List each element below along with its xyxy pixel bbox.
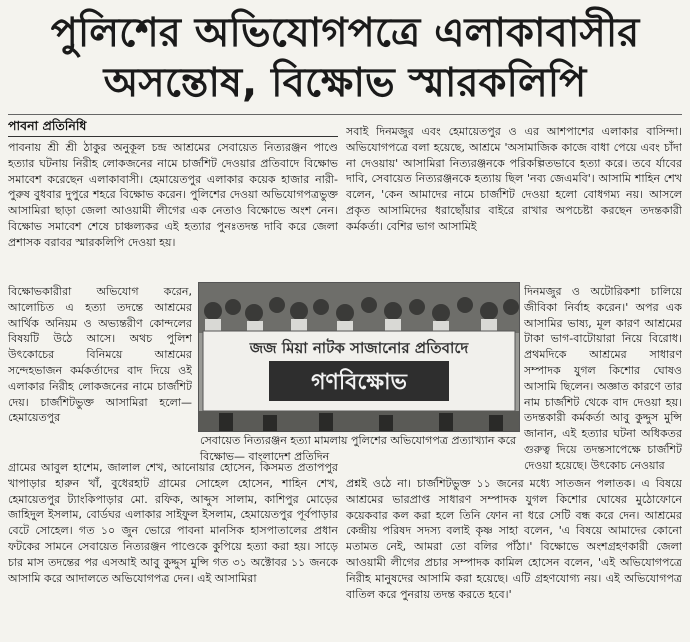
article-paragraph-6: প্রশ্নই ওঠে না। চার্জশিটভুক্ত ১১ জনের মধ্যে সাতজন পলাতক। এ বিষয়ে আশ্রমের ভারপ্রাপ্ত সাধারণ সম্পাদক যুগল কিশোর ঘোষের মুঠোফোনে কয়েকবার কল করা হলে তিনি ফোন না ধরে সেটি বন্ধ করে দেন। আশ্রমের কেন্দ্রীয় পরিষদ সদস্য বলাই কৃষ্ণ সাহা বলেন, 'এ বিষয়ে আমাদের কোনো মতামত নেই, আমরা তো বলির পাঁঠা।' বিক্ষোভে অংশগ্রহণকারী জেলা আওয়ামী লীগের প্রচার সম্পাদক কামিল হোসেন বলেন, 'এই অভিযোগপত্রে নিরীহ মানুষদের আসামি করা হয়েছে। এটি গ্রহণযোগ্য নয়। এই অভিযোগপত্র বাতিল করে পুনরায় তদন্ত করতে হবে।': [346, 477, 682, 601]
headline: [0, 8, 690, 108]
banner-line-2: গণবিক্ষোভ: [311, 370, 407, 395]
article-paragraph-2: বিক্ষোভকারীরা অভিযোগ করেন, আলোচিত এ হত্যা তদন্তে আশ্রমের আর্থিক অনিয়ম ও অভ্যন্তরীণ কোন্দলের বিষয়টি উঠে আসে। অথচ পুলিশ উৎকোচের বিনিময়ে আশ্রমের সন্দেহভাজন কর্মকর্তাদের বাদ দিয়ে ওই এলাকার নিরীহ লোকজনের নামে চার্জশিট দেয়। চার্জশিটভুক্ত আসামিরা হলো— হেমায়েতপুর: [8, 285, 192, 425]
byline: পাবনা প্রতিনিধি: [8, 118, 87, 133]
article-paragraph-3: গ্রামের আবুল হাশেম, জালাল শেখ, আনোয়ার হোসেন, কিসমত প্রতাপপুর খাপাড়ার হারুন খাঁ, বুধেরহাট গ্রামের সোহেল হোসেন, শাহিন শেখ, হেমায়েতপুর ট্যাংকিপাড়ার মো. রফিক, আব্দুস সালাম, কাশিপুর মোড়ের জাহিদুল ইসলাম, বোর্ডঘর এলাকার সাইফুল ইসলাম, হেমায়েতপুর পূর্বপাড়ার বেটে সোহেল। গত ১০ জুন ভোরে পাবনা মানসিক হাসপাতালের প্রধান ফটকের সামনে সেবায়েত নিত্যরঞ্জন পাণ্ডেকে কুপিয়ে হত্যা করা হয়। সাড়ে চার মাস তদন্তের পর এসআই আবু কুদ্দুস মুন্সি গত ৩১ অক্টোবর ১১ জনকে আসামি করে আদালতে অভিযোগপত্র দেন। এই আসামিরা: [8, 461, 338, 585]
byline-divider: [8, 136, 338, 137]
banner-line-1: জজ মিয়া নাটক সাজানোর প্রতিবাদে: [249, 339, 469, 357]
news-photo: [198, 282, 520, 432]
headline-line-1: পুলিশের অভিযোগপত্রে এলাকাবাসীর: [50, 10, 640, 56]
article-paragraph-5: দিনমজুর ও অটোরিকশা চালিয়ে জীবিকা নির্বাহ করেন।' অপর এক আসামির ভাষ্য, মূল কারণ আশ্রমের টাকা ভাগ-বাটোয়ারা নিয়ে বিরোধ। প্রথমদিকে আশ্রমের সাধারণ সম্পাদক যুগল কিশোর ঘোষও আসামি ছিলেন। অজ্ঞাত কারণে তার নাম চার্জশিট থেকে বাদ দেওয়া হয়। তদন্তকারী কর্মকর্তা আবু কুদ্দুস মুন্সি জানান, এই হত্যার ঘটনা অধিকতর গুরুত্ব দিয়ে তদন্তসাপেক্ষে চার্জশিট দেওয়া হয়েছে। উৎকোচ নেওয়ার: [524, 285, 682, 472]
article-paragraph-4: সবাই দিনমজুর এবং হেমায়েতপুর ও এর আশপাশের এলাকার বাসিন্দা। অভিযোগপত্রে বলা হয়েছে, আশ্রমে 'অসামাজিক কাজে বাধা পেয়ে এবং চাঁদা না দেওয়ায়' আসামিরা নিত্যরঞ্জনকে পরিকল্পিতভাবে হত্যা করে। তবে র্যাবের দাবি, সেবায়েত নিত্যরঞ্জনকে হত্যায় ছিল 'নব্য জেএমবি'। আসামি শাহিন শেখ বলেন, 'কেন আমাদের নামে চার্জশিট দেওয়া হলো বোধগম্য নয়। আসলে প্রকৃত আসামিদের ধরাছোঁয়ার বাইরে রাখার অপচেষ্টা করছেন তদন্তকারী কর্মকর্তা। বেশির ভাগ আসামিই: [346, 125, 682, 233]
headline-line-2: অসন্তোষ, বিক্ষোভ স্মারকলিপি: [103, 60, 587, 106]
photo-caption: সেবায়েত নিত্যরঞ্জন হত্যা মামলায় পুলিশের অভিযোগপত্র প্রত্যাখ্যান করে বিক্ষোভ— বাংলাদেশ প্রতিদিন: [200, 434, 517, 463]
article-paragraph-1: পাবনায় শ্রী শ্রী ঠাকুর অনুকূল চন্দ্র আশ্রমের সেবায়েত নিত্যরঞ্জন পাণ্ডে হত্যার ঘটনায় নিরীহ লোকজনের নামে চার্জশিট দেওয়ার প্রতিবাদে বিক্ষোভ সমাবেশ করেছেন এলাকাবাসী। হেমায়েতপুর এলাকার কয়েক হাজার নারী-পুরুষ বুধবার দুপুরে শহরে বিক্ষোভ করেন। পুলিশের দেওয়া অভিযোগপত্রভুক্ত আসামিরা ছাড়া জেলা আওয়ামী লীগের এক নেতাও বিক্ষোভে অংশ নেন। বিক্ষোভ সমাবেশ শেষে চাঞ্চল্যকর এই হত্যার পুনঃতদন্ত দাবি করে জেলা প্রশাসক বরাবর স্মারকলিপি দেওয়া হয়।: [8, 141, 338, 249]
headline-divider: [8, 114, 682, 115]
